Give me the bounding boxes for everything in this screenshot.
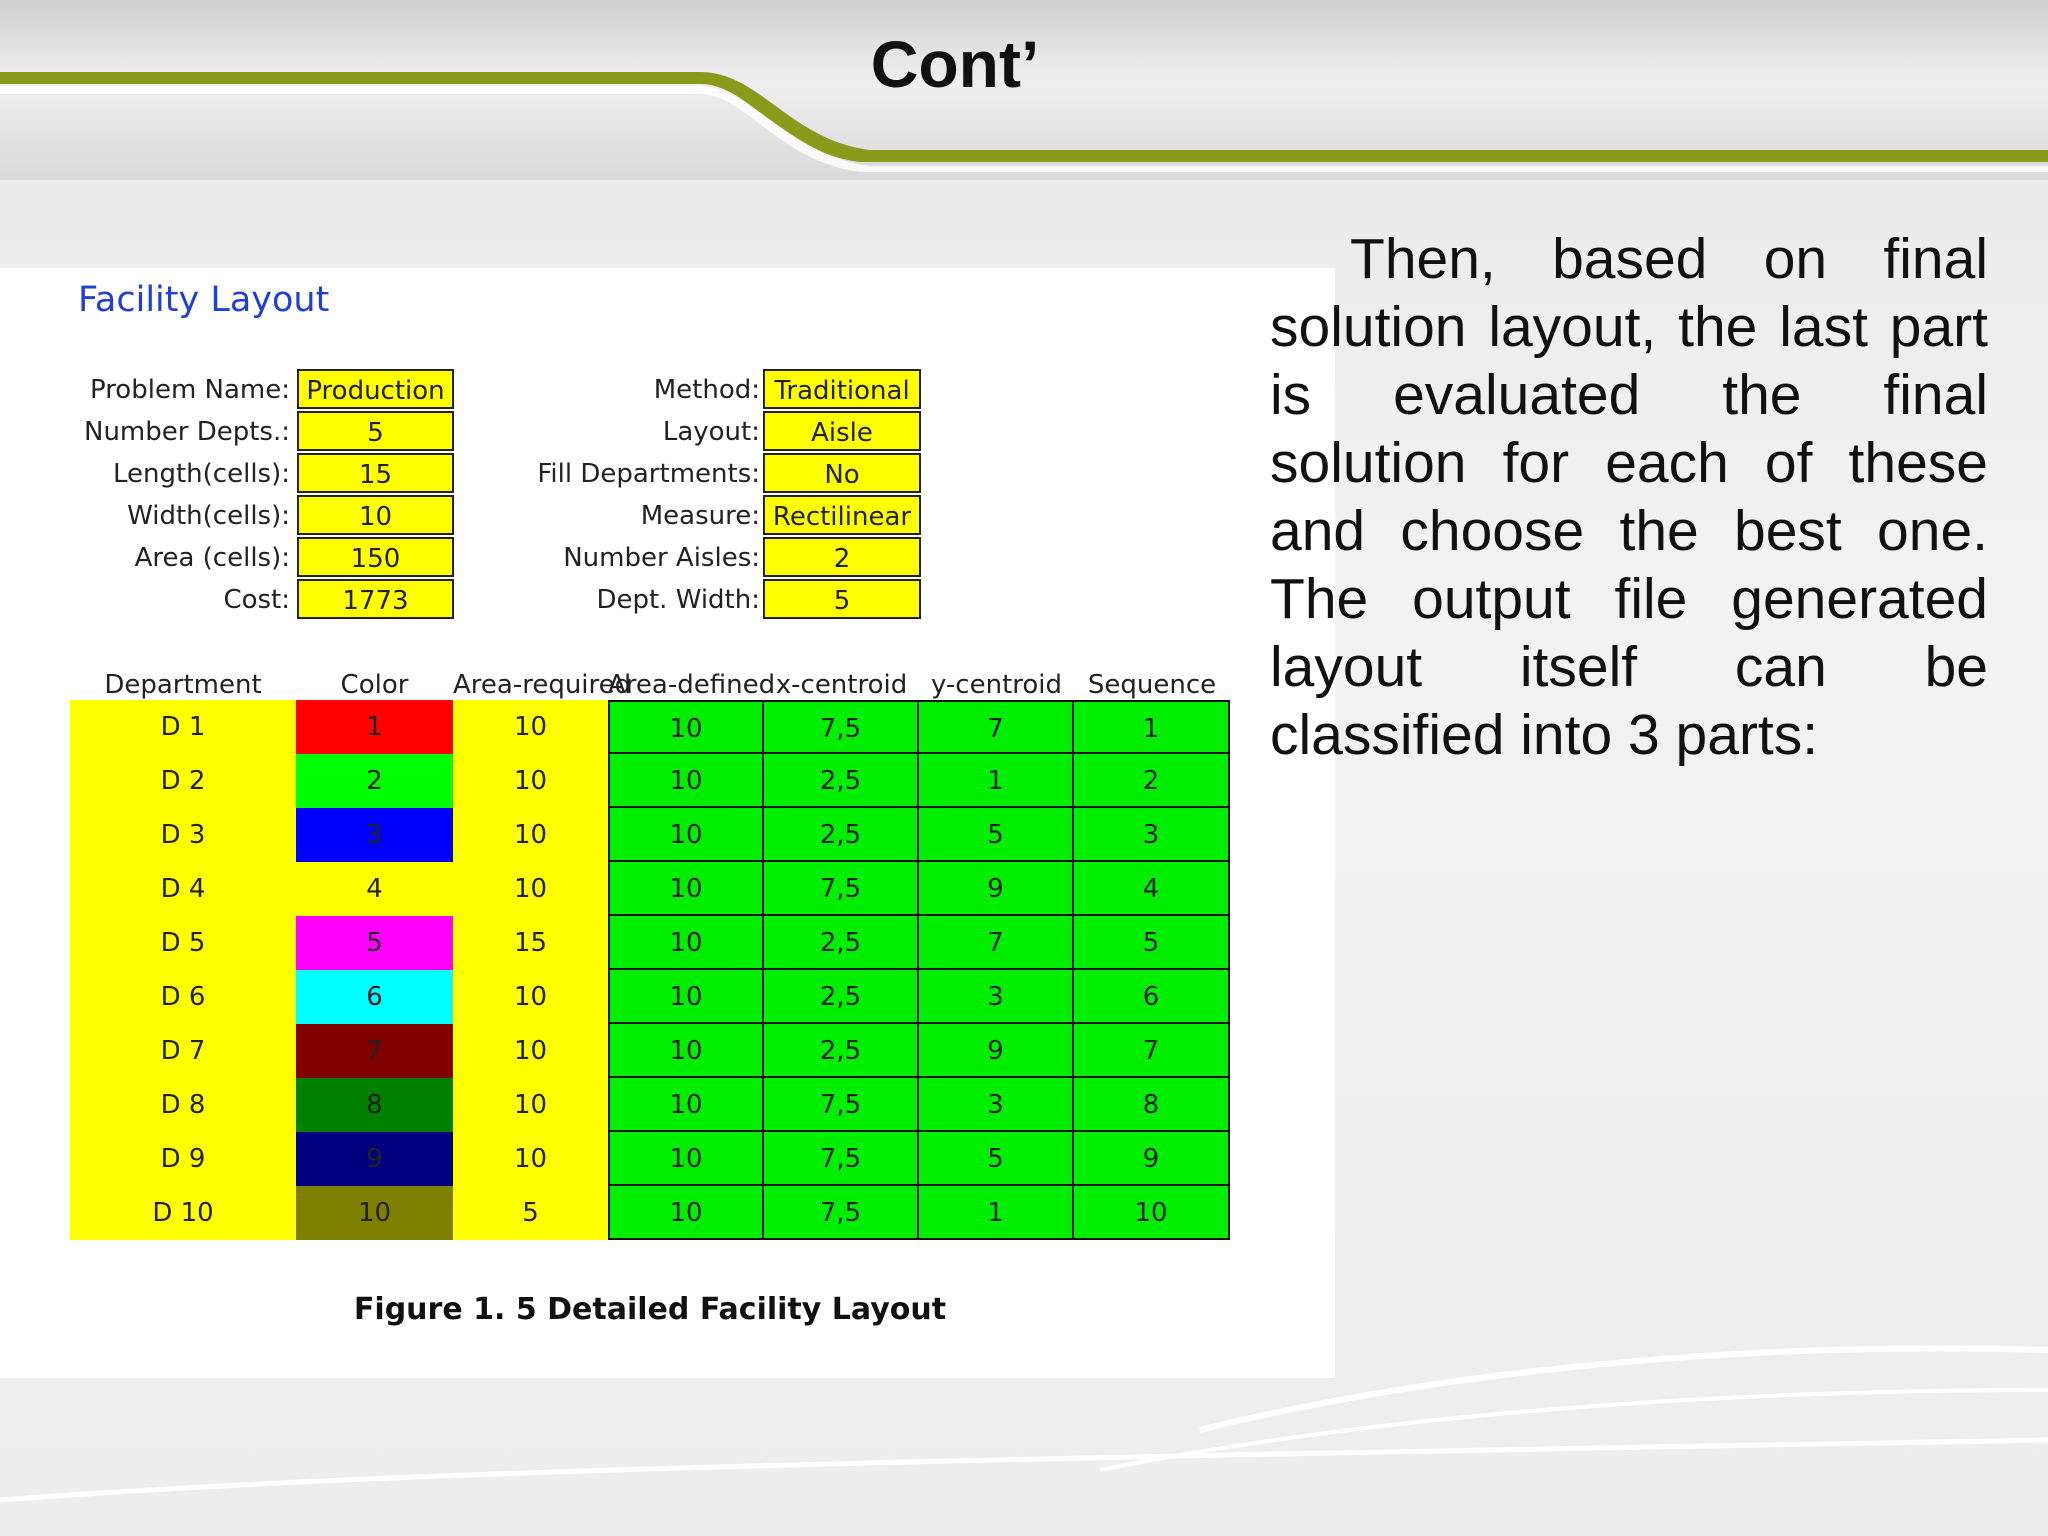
table-cell: 5 [919, 808, 1074, 862]
table-cell: D 9 [70, 1132, 296, 1186]
slide-title: Cont’ [870, 27, 1040, 101]
param-value: 1773 [297, 579, 454, 619]
param-value: Aisle [763, 411, 921, 451]
param-label: Number Depts.: [84, 417, 290, 447]
param-value: Rectilinear [763, 495, 921, 535]
table-cell: D 2 [70, 754, 296, 808]
param-label: Problem Name: [89, 375, 290, 405]
table-cell: 15 [453, 916, 608, 970]
column-header: x-centroid [775, 670, 908, 700]
table-cell: 10 [608, 1024, 764, 1078]
table-cell: 7 [919, 700, 1074, 754]
table-cell: 10 [453, 700, 608, 754]
table-cell: 9 [1074, 1132, 1230, 1186]
param-value: Traditional [763, 369, 921, 409]
table-cell: 10 [453, 862, 608, 916]
table-cell: D 8 [70, 1078, 296, 1132]
table-cell: 7,5 [764, 700, 919, 754]
table-cell: 10 [453, 808, 608, 862]
param-label: Cost: [223, 585, 290, 615]
figure-caption: Figure 1. 5 Detailed Facility Layout [353, 1292, 947, 1327]
table-cell: 3 [919, 1078, 1074, 1132]
figure-heading: Facility Layout [78, 280, 330, 320]
column-header: Sequence [1087, 670, 1217, 700]
color-swatch-cell: 1 [296, 700, 453, 754]
table-cell: 10 [453, 1132, 608, 1186]
column-header: y-centroid [930, 670, 1063, 700]
column-header: Area-defined [608, 670, 776, 700]
table-cell: 7 [919, 916, 1074, 970]
table-cell: D 6 [70, 970, 296, 1024]
table-cell: 5 [919, 1132, 1074, 1186]
param-label: Width(cells): [127, 501, 290, 531]
table-cell: 10 [608, 1132, 764, 1186]
param-label: Area (cells): [134, 543, 290, 573]
table-cell: 9 [919, 862, 1074, 916]
table-cell: 10 [608, 1078, 764, 1132]
table-cell: 7,5 [764, 1186, 919, 1240]
table-cell: 1 [1074, 700, 1230, 754]
param-label: Length(cells): [112, 459, 290, 489]
table-cell: 2,5 [764, 970, 919, 1024]
param-value: 2 [763, 537, 921, 577]
table-cell: 2,5 [764, 1024, 919, 1078]
table-cell: D 10 [70, 1186, 296, 1240]
param-label: Fill Departments: [537, 459, 760, 489]
table-cell: 2 [1074, 754, 1230, 808]
param-value: 5 [763, 579, 921, 619]
color-swatch-cell: 8 [296, 1078, 453, 1132]
table-cell: D 5 [70, 916, 296, 970]
param-value: 5 [297, 411, 454, 451]
table-cell: 10 [608, 1186, 764, 1240]
color-swatch-cell: 2 [296, 754, 453, 808]
column-header: Color [340, 670, 409, 700]
table-cell: D 4 [70, 862, 296, 916]
table-cell: 10 [453, 1078, 608, 1132]
table-cell: 5 [453, 1186, 608, 1240]
table-cell: 4 [1074, 862, 1230, 916]
color-swatch-cell: 5 [296, 916, 453, 970]
table-cell: 10 [608, 970, 764, 1024]
table-cell: 3 [1074, 808, 1230, 862]
param-value: Production [297, 369, 454, 409]
table-cell: 10 [608, 916, 764, 970]
color-swatch-cell: 7 [296, 1024, 453, 1078]
color-swatch-cell: 4 [296, 862, 453, 916]
table-cell: 6 [1074, 970, 1230, 1024]
table-cell: 2,5 [764, 808, 919, 862]
column-header: Department [104, 670, 262, 700]
table-cell: 10 [608, 700, 764, 754]
table-cell: 7,5 [764, 1078, 919, 1132]
table-cell: 10 [453, 970, 608, 1024]
table-cell: 1 [919, 754, 1074, 808]
param-value: 10 [297, 495, 454, 535]
color-swatch-cell: 9 [296, 1132, 453, 1186]
table-cell: 7,5 [764, 862, 919, 916]
table-cell: 1 [919, 1186, 1074, 1240]
table-cell: 10 [608, 754, 764, 808]
color-swatch-cell: 3 [296, 808, 453, 862]
param-value: 150 [297, 537, 454, 577]
param-label: Dept. Width: [596, 585, 760, 615]
body-paragraph: Then, based on final solution layout, the last part is evaluated the final solution for each of these and choose the best one. The output file generated layout itself can be classified into 3 parts: [1270, 227, 1988, 767]
color-swatch-cell: 6 [296, 970, 453, 1024]
param-label: Measure: [640, 501, 760, 531]
param-label: Number Aisles: [563, 543, 760, 573]
table-cell: 10 [608, 862, 764, 916]
table-cell: 10 [453, 754, 608, 808]
table-cell: 5 [1074, 916, 1230, 970]
table-cell: 8 [1074, 1078, 1230, 1132]
param-label: Layout: [662, 417, 760, 447]
table-cell: 7,5 [764, 1132, 919, 1186]
table-cell: D 3 [70, 808, 296, 862]
table-cell: 2,5 [764, 754, 919, 808]
column-header: Area-required [453, 670, 632, 700]
table-cell: 3 [919, 970, 1074, 1024]
table-cell: 2,5 [764, 916, 919, 970]
table-cell: 9 [919, 1024, 1074, 1078]
param-value: 15 [297, 453, 454, 493]
table-cell: 10 [453, 1024, 608, 1078]
table-cell: 10 [1074, 1186, 1230, 1240]
param-label: Method: [653, 375, 760, 405]
table-cell: 10 [608, 808, 764, 862]
table-cell: D 7 [70, 1024, 296, 1078]
table-cell: D 1 [70, 700, 296, 754]
color-swatch-cell: 10 [296, 1186, 453, 1240]
table-cell: 7 [1074, 1024, 1230, 1078]
param-value: No [763, 453, 921, 493]
